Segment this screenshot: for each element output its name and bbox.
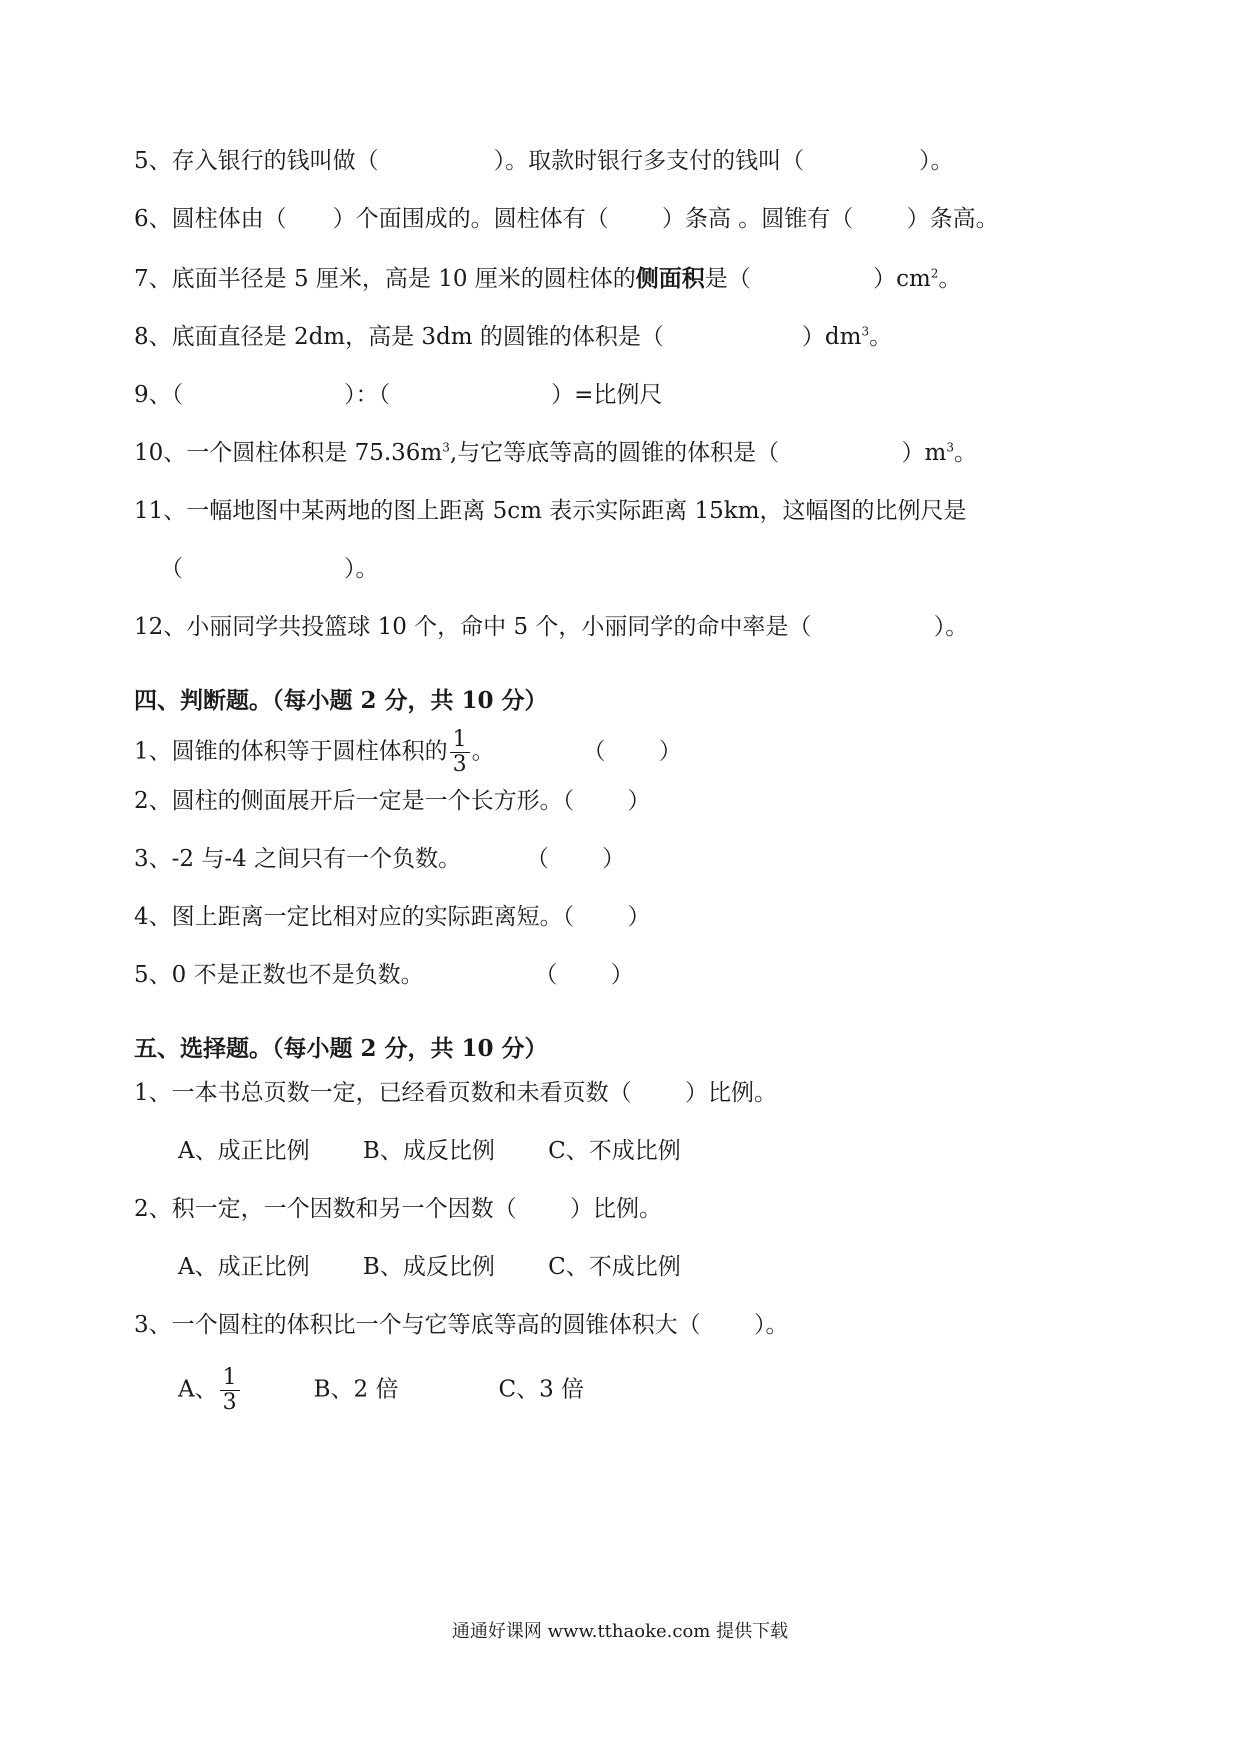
fraction-denominator: 3 [222,1390,237,1415]
fill-q10-pre: 10、一个圆柱体积是 75.36m [134,440,443,466]
fill-q10-end: 。 [953,440,977,466]
choice-q3-option-b: B、2 倍 [313,1376,399,1403]
choice-q3: 3、一个圆柱的体积比一个与它等底等高的圆锥体积大（ ）。 [134,1312,789,1338]
judgement-q5: 5、0 不是正数也不是负数。 （ ） [134,962,634,988]
judgement-title: 四、判断题。（每小题 2 分，共 10 分） [134,687,548,714]
one-third-fraction [450,728,470,777]
judgement-q4: 4、图上距离一定比相对应的实际距离短。（ ） [134,904,651,930]
fill-q8-end: 。 [869,324,893,350]
fraction-numerator: 1 [220,1366,240,1391]
fill-q10-mid: ,与它等底等高的圆锥的体积是（ ）m [449,440,947,466]
judgement-q2: 2、圆柱的侧面展开后一定是一个长方形。（ ） [134,788,651,814]
choice-q2: 2、积一定，一个因数和另一个因数（ ）比例。 [134,1196,662,1222]
fill-q10 [134,438,977,468]
fill-q8-pre: 8、底面直径是 2dm，高是 3dm 的圆锥的体积是（ ）dm [134,324,862,350]
option-a-fraction [220,1366,240,1415]
fill-q6: 6、圆柱体由（ ）个面围成的。圆柱体有（ ）条高 。圆锥有（ ）条高。 [134,206,999,232]
fill-q11-line2: （ ）。 [160,556,379,582]
choice-q1-options: A、成正比例 B、成反比例 C、不成比例 [178,1138,681,1164]
fill-q12: 12、小丽同学共投篮球 10 个，命中 5 个，小丽同学的命中率是（ ）。 [134,614,969,640]
choice-q3-option-c: C、3 倍 [498,1376,585,1403]
choice-q1: 1、一本书总页数一定，已经看页数和未看页数（ ）比例。 [134,1080,777,1106]
fraction-denominator: 3 [452,752,467,777]
page-footer: 通通好课网 www.tthaoke.com 提供下载 [451,1621,789,1642]
fraction-numerator: 1 [450,728,470,753]
fill-q11-line1: 11、一幅地图中某两地的图上距离 5cm 表示实际距离 15km，这幅图的比例尺是 [134,498,967,524]
choice-q3-options [178,1366,584,1415]
choice-q3-option-a: A、 [178,1376,218,1403]
fill-q7-pre: 7、底面半径是 5 厘米，高是 10 厘米的圆柱体的 [134,266,636,292]
fill-q5: 5、存入银行的钱叫做（ ）。取款时银行多支付的钱叫（ ）。 [134,148,954,174]
fill-q8 [134,322,892,352]
choice-q2-options: A、成正比例 B、成反比例 C、不成比例 [178,1254,681,1280]
fill-q8-sup: 3 [861,324,870,339]
judgement-q1-post: 。 （ ） [471,738,682,765]
fill-q9: 9、（ ）：（ ）=比例尺 [134,382,663,408]
judgement-q3: 3、-2 与-4 之间只有一个负数。 （ ） [134,846,626,872]
choice-title: 五、选择题。（每小题 2 分，共 10 分） [134,1035,548,1062]
fill-q7-end: 。 [938,266,962,292]
fill-q7-sup: 2 [930,266,939,281]
fill-q10-sup1: 3 [442,440,450,455]
fill-q7 [134,264,961,294]
judgement-q1 [134,728,682,777]
judgement-q1-pre: 1、圆锥的体积等于圆柱体积的 [134,738,448,765]
fill-q10-sup2: 3 [946,440,954,455]
fill-q7-bold: 侧面积 [635,265,705,292]
fill-q7-post: 是（ ）cm [704,266,931,292]
